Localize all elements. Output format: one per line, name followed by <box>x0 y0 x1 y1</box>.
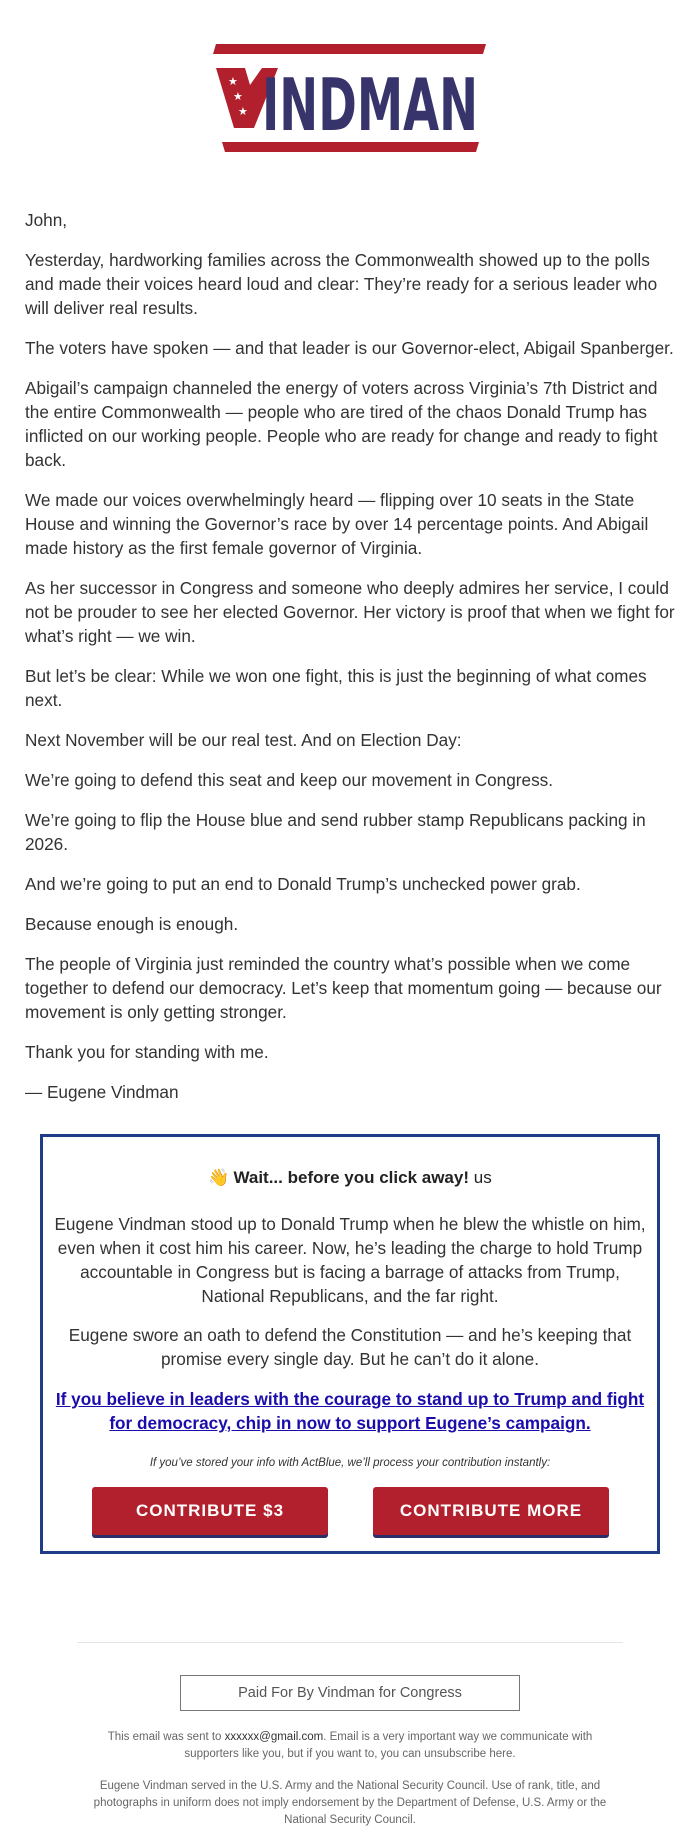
star-icon: ★ <box>238 105 248 118</box>
signature: — Eugene Vindman <box>25 1082 179 1102</box>
actblue-note: If you’ve stored your info with ActBlue, we’ll process your contribution instantly: <box>149 1457 551 1469</box>
letter-paragraph: And we’re going to put an end to Donald Trump’s unchecked power grab. <box>25 874 581 894</box>
contribute-more-button[interactable]: CONTRIBUTE MORE <box>373 1487 609 1535</box>
letter-paragraph: The people of Virginia just reminded the country what’s possible when we come together to defend our democracy. Let’s keep that momentum going — because our movement is only getting stronger. <box>25 954 662 1022</box>
logo-wordmark-rest: INDMAN <box>262 63 478 147</box>
callout-title <box>43 1168 657 1188</box>
letter-paragraph: Thank you for standing with me. <box>25 1042 269 1062</box>
star-icon: ★ <box>233 90 243 103</box>
letter-paragraph: But let’s be clear: While we won one fight, this is just the beginning of what comes next. <box>25 666 647 710</box>
sent-to-notice <box>80 1729 620 1763</box>
military-disclaimer: Eugene Vindman served in the U.S. Army and the National Security Council. Use of rank, title, and photographs in uniform does not imply endorsement by the Department of Defense, U.S. Army or the National Security Council. <box>93 1780 607 1826</box>
greeting: John, <box>25 210 68 230</box>
letter-paragraph: Next November will be our real test. And on Election Day: <box>25 730 462 750</box>
letter-paragraph: We’re going to defend this seat and keep our movement in Congress. <box>25 770 554 790</box>
vindman-logo <box>0 40 700 158</box>
waving-hand-icon: 👋 <box>208 1168 230 1187</box>
letter-paragraph: Abigail’s campaign channeled the energy of voters across Virginia’s 7th District and the entire Commonwealth — people who are tired of the chaos Donald Trump has inflicted on our working people. People who are ready for change and ready to fight back. <box>25 378 658 470</box>
callout-title-text: Wait... before you click away! <box>233 1168 470 1187</box>
callout-title-suffix: us <box>473 1168 492 1187</box>
footer-divider <box>77 1642 623 1643</box>
letter-body <box>25 208 675 1120</box>
callout-paragraph-2: Eugene swore an oath to defend the Constitution — and he’s keeping that promise every single day. But he can’t do it alone. <box>68 1325 632 1369</box>
contribute-3-button[interactable]: CONTRIBUTE $3 <box>92 1487 328 1535</box>
letter-paragraph: As her successor in Congress and someone who deeply admires her service, I could not be prouder to see her elected Governor. Her victory is proof that when we fight for what’s right — we win. <box>25 578 675 646</box>
letter-paragraph: Because enough is enough. <box>25 914 239 934</box>
letter-paragraph: The voters have spoken — and that leader is our Governor-elect, Abigail Spanberger. <box>25 338 674 358</box>
letter-paragraph: Yesterday, hardworking families across the Commonwealth showed up to the polls and made their voices heard loud and clear: They’re ready for a serious leader who will deliver real results. <box>25 250 658 318</box>
recipient-email: xxxxxx@gmail.com <box>224 1731 324 1743</box>
logo-graphic <box>0 40 700 158</box>
letter-paragraph: We made our voices overwhelmingly heard — flipping over 10 seats in the State House and winning the Governor’s race by over 14 percentage points. And Abigail made history as the first female governor of Virginia. <box>25 490 649 558</box>
sent-to-prefix: This email was sent to <box>107 1731 222 1743</box>
callout-paragraph-1: Eugene Vindman stood up to Donald Trump when he blew the whistle on him, even when it cost him his career. Now, he’s leading the charge to hold Trump accountable in Congress but is facing a barrage of attacks from Trump, National Republicans, and the far right. <box>54 1214 646 1306</box>
donation-callout <box>40 1134 660 1554</box>
paid-for-box: Paid For By Vindman for Congress <box>180 1675 520 1711</box>
unsubscribe-text[interactable]: . Email is a very important way we communicate with supporters like you, but if you want to, you can unsubscribe here. <box>184 1731 593 1760</box>
donate-link[interactable]: If you believe in leaders with the courage to stand up to Trump and fight for democracy, chip in now to support Eugene’s campaign. <box>55 1389 645 1433</box>
letter-paragraph: We’re going to flip the House blue and send rubber stamp Republicans packing in 2026. <box>25 810 646 854</box>
star-icon: ★ <box>228 75 238 88</box>
